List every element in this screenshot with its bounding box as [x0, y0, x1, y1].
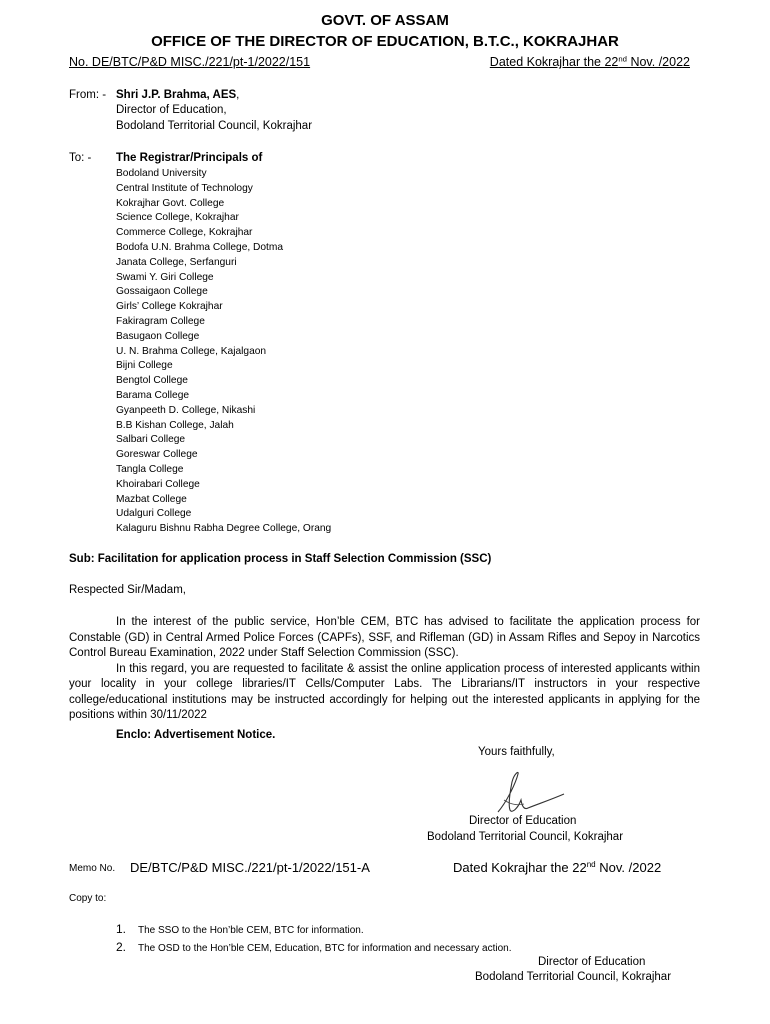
list-item: Bengtol College [116, 375, 188, 387]
memo-label: Memo No. [69, 863, 116, 874]
enclosure-note: Enclo: Advertisement Notice. [116, 729, 276, 741]
list-item: Bijni College [116, 360, 173, 372]
list-item: Barama College [116, 389, 190, 401]
body-paragraph-1: In the interest of the public service, Hon’ble CEM, BTC has advised to facilitate the application process for Constable (GD) in Central Armed Police Forces (CAPFs), SSF, and Rifleman (GD) in Assam Rifles and Sepoy in Narcotics Control Bureau Examination, 2022 under Staff Selection Commission (SSC). [69, 616, 700, 659]
recipients-list [116, 167, 331, 537]
memo-date: Dated Kokrajhar the 22nd Nov. /2022 [453, 860, 662, 875]
list-item: Khoirabari College [116, 478, 200, 490]
signatory-office: Bodoland Territorial Council, Kokrajhar [427, 831, 624, 843]
list-item: Gyanpeeth D. College, Nikashi [116, 404, 256, 416]
list-item: Mazbat College [116, 493, 187, 505]
list-item: Bodofa U.N. Brahma College, Dotma [116, 241, 284, 253]
memo-number: DE/BTC/P&D MISC./221/pt-1/2022/151-A [130, 860, 370, 875]
salutation: Respected Sir/Madam, [69, 584, 186, 596]
list-item: Tangla College [116, 463, 184, 475]
copy-item-1: 1. The SSO to the Hon’ble CEM, BTC for information. [116, 922, 364, 936]
body-paragraph-2: In this regard, you are requested to facilitate & assist the online application process of interested applicants within your locality in your college libraries/IT Cells/Computer Labs. The Librarians/IT instructors in your respective college/educational institutions may be instructed accordingly for helping out the interested applicants in applying for the positions within 30/11/2022 [69, 662, 700, 721]
sender-office: Bodoland Territorial Council, Kokrajhar [116, 120, 313, 132]
recipients-heading: The Registrar/Principals of [116, 152, 263, 164]
list-item: Bodoland University [116, 168, 207, 179]
list-item: Girls’ College Kokrajhar [116, 301, 223, 313]
list-item: Salbari College [116, 434, 186, 446]
to-label: To: - [69, 152, 92, 164]
govt-heading: GOVT. OF ASSAM [321, 12, 449, 29]
list-item: Basugaon College [116, 330, 200, 342]
copy-signatory-office: Bodoland Territorial Council, Kokrajhar [475, 971, 672, 983]
list-item: Kalaguru Bishnu Rabha Degree College, Orang [116, 523, 332, 535]
letter-date: Dated Kokrajhar the 22nd Nov. /2022 [489, 54, 690, 69]
reference-number: No. DE/BTC/P&D MISC./221/pt-1/2022/151 [69, 55, 311, 69]
signature [488, 770, 568, 818]
list-item: Commerce College, Kokrajhar [116, 227, 253, 239]
subject-line: Sub: Facilitation for application process in Staff Selection Commission (SSC) [69, 553, 492, 565]
list-item: Gossaigaon College [116, 286, 208, 298]
list-item: Central Institute of Technology [116, 182, 253, 194]
list-item: Swami Y. Giri College [116, 271, 214, 283]
list-item: Janata College, Serfanguri [116, 256, 237, 268]
office-heading: OFFICE OF THE DIRECTOR OF EDUCATION, B.T.C., KOKRAJHAR [151, 33, 619, 50]
list-item: Udalguri College [116, 508, 192, 520]
from-label: From: - [69, 89, 107, 101]
list-item: B.B Kishan College, Jalah [116, 419, 234, 431]
sender-designation: Director of Education, [116, 104, 227, 116]
list-item: Fakiragram College [116, 315, 205, 327]
sender-name: Shri J.P. Brahma, AES, [116, 89, 240, 101]
letter-body [69, 615, 700, 724]
signatory-designation: Director of Education [469, 815, 577, 827]
closing: Yours faithfully, [478, 746, 555, 758]
list-item: Goreswar College [116, 449, 198, 461]
copy-item-2: 2. The OSD to the Hon’ble CEM, Education, BTC for information and necessary action. [116, 940, 512, 954]
list-item: Science College, Kokrajhar [116, 212, 239, 224]
list-item: Kokrajhar Govt. College [116, 197, 225, 209]
copy-to-label: Copy to: [69, 893, 107, 904]
list-item: U. N. Brahma College, Kajalgaon [116, 345, 267, 357]
copy-signatory-designation: Director of Education [538, 956, 646, 968]
